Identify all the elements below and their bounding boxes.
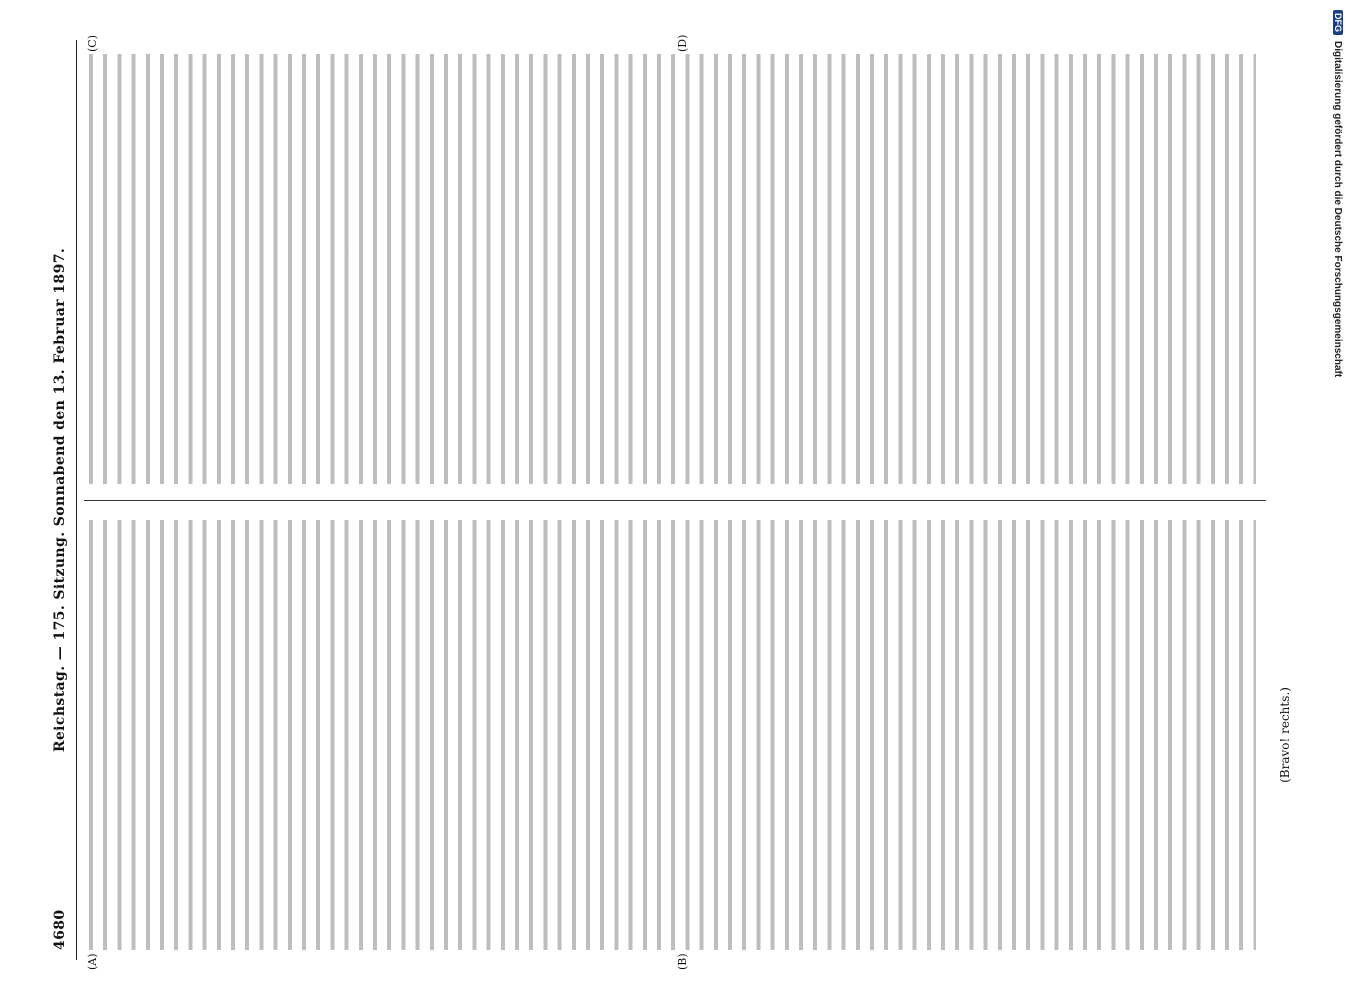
digitization-credit <box>1319 0 1349 1000</box>
header-rule <box>76 40 77 960</box>
dfg-logo: DFG <box>1333 10 1343 35</box>
page-number: 4680 <box>52 909 68 950</box>
column-marker-d: (D) <box>676 34 689 52</box>
credit-text: Digitalisierung gefördert durch die Deutsche Forschungsgemeinschaft <box>1332 41 1343 378</box>
page-content-rotated <box>46 30 1306 970</box>
column-marker-b: (B) <box>676 953 689 970</box>
column-marker-a: (A) <box>86 953 99 970</box>
right-column-text-block <box>84 54 1256 484</box>
left-column-text-block <box>84 520 1256 950</box>
session-title: Reichstag. — 175. Sitzung. Sonnabend den 13. Februar 1897. <box>52 247 68 753</box>
left-column <box>84 520 1296 950</box>
column-divider <box>84 500 1266 501</box>
running-header <box>52 50 74 950</box>
column-marker-c: (C) <box>86 35 99 52</box>
right-column <box>84 54 1296 484</box>
closing-remark: (Bravo! rechts.) <box>1278 687 1292 783</box>
